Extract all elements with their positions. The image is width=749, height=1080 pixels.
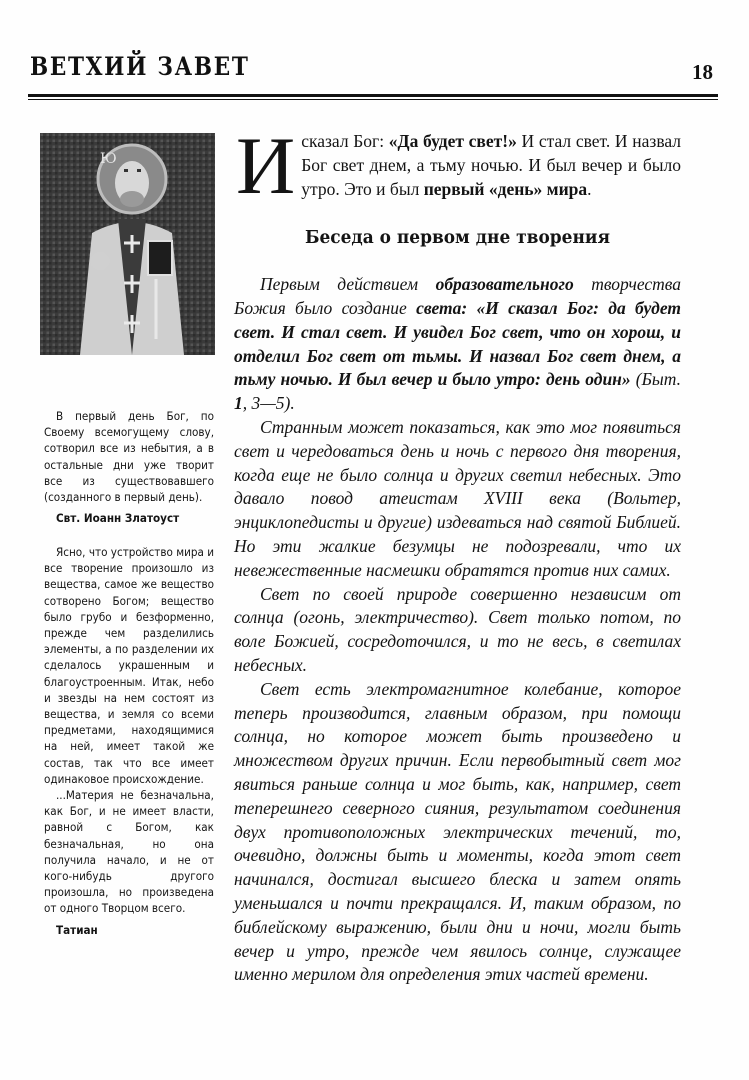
sidebar-quote-chrysostom [44, 408, 214, 526]
quote-text: В первый день Бог, по Своему всемогущему слову, сотворил все из небытия, а в остальные дни уже творит все из существовавшего (созданного в первый день). [44, 409, 214, 505]
header-rule [28, 94, 718, 97]
sidebar-quote-tatian [44, 544, 214, 938]
paragraph: Свет по своей природе совершенно независим от солнца (огонь, электричество). Свет только потом, по воле Божией, сосредоточился, и то не весь, в светилах небесных. [234, 583, 681, 675]
icon-inscription: Ю [100, 151, 117, 167]
quote-author: Татиан [56, 922, 98, 937]
header-rule-thin [28, 99, 718, 100]
paragraph: Свет есть электромагнитное колебание, которое теперь производится, главным образом, при помощи солнца, но которое может быть произведено и множеством других причин. Если первобытный свет мог явиться раньше солнца и мог быть, как, например, свет теперешнего северного сияния, результатом соединения двух противоположных электрических течений, то, очевидно, должны быть и моменты, когда этот свет начинался, достигал высшего блеска и затем опять уменьшался и почти прекращался. И, таким образом, по библейскому выражению, были дни и ночи, могли быть вечер и утро, прежде чем явилось солнце, служащее именно мерилом для определения этих частей времени. [234, 678, 681, 985]
intro-paragraph: И сказал Бог: «Да будет свет!» И стал свет. И назвал Бог свет днем, а тьму ночью. И был вечер и было утро. Это и был первый «день» мира. [236, 120, 681, 211]
paragraph: Первым действием образовательного творчества Божия было создание света: «И сказал Бог: да будет свет. И стал свет. И увидел Бог свет, что он хорош, и отделил Бог свет от тьмы. И назвал Бог свет днем, а тьму ночью. И был вечер и было утро: день один» (Быт. 1, 3—5). [234, 274, 682, 414]
book-title: ВЕТХИЙ ЗАВЕТ [30, 52, 250, 81]
saint-mosaic-icon [40, 133, 215, 355]
quote-author: Свт. Иоанн Златоуст [56, 511, 180, 526]
page-number: 18 [692, 60, 713, 84]
article-body [234, 273, 681, 987]
drop-cap: И [236, 120, 296, 211]
quote-text: ...Материя не безначальна, как Бог, и не имеет власти, равной с Богом, как безначальная, но она получила начало, и не от кого-нибудь другого произошла, но произведена от одного Творцом всего. [44, 788, 214, 916]
paragraph: Странным может показаться, как это мог появиться свет и чередоваться день и ночь с первого дня творения, когда еще не было солнца и других светил небесных. Это давало повод атеистам XVIII века (Вольтер, энциклопедисты и другие) издеваться над святой Библией. Но эти жалкие безумцы не подозревали, что их невежественные насмешки обратятся против них самих. [234, 416, 681, 580]
main-column [234, 120, 682, 987]
quote-text: Ясно, что устройство мира и все творение произошло из вещества, самое же вещество сотворено Богом; вещество было грубо и безформенно, прежде чем разделились элементы, а по разделении их сделалось украшенным и благоустроенным. Итак, небо и звезды на нем состоят из вещества, и земля со всеми предметами, находящимися на ней, имеет такой же состав, так что все имеет одинаковое происхождение. [44, 545, 214, 786]
section-heading: Беседа о первом дне творения [304, 228, 611, 249]
